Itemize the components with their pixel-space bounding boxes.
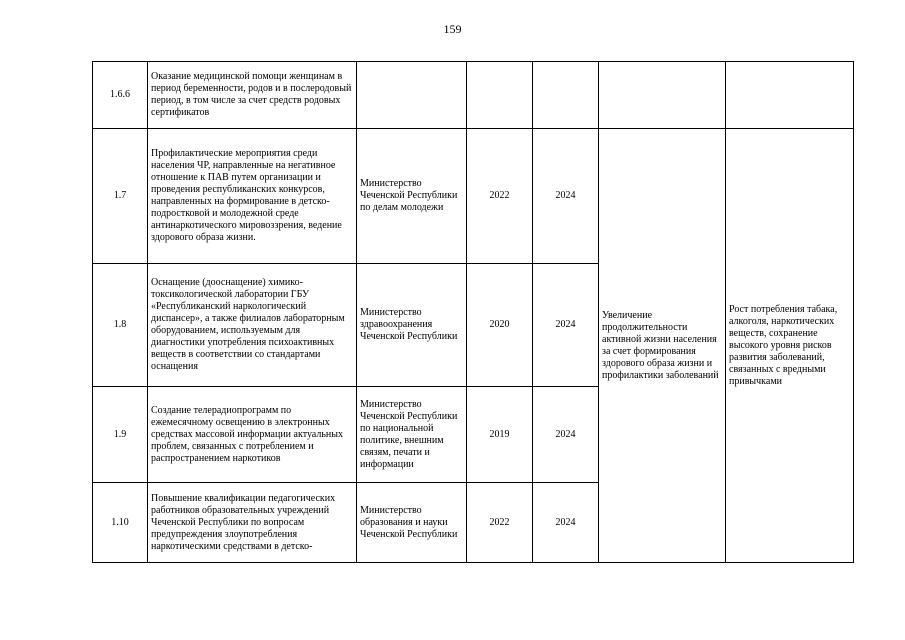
executor-cell (357, 62, 467, 129)
executor-cell: Министерство Чеченской Республики по национальной политике, внешним связям, печати и информации (357, 387, 467, 483)
end-year-cell: 2024 (533, 129, 599, 264)
start-year-cell: 2020 (467, 264, 533, 387)
executor-cell: Министерство здравоохранения Чеченской Республики (357, 264, 467, 387)
row-number: 1.9 (93, 387, 148, 483)
start-year-cell: 2022 (467, 129, 533, 264)
activity-cell: Создание телерадиопрограмм по ежемесячному освещению в электронных средствах массовой информации актуальных проблем, связанных с потреблением и распространением наркотиков (148, 387, 357, 483)
executor-cell: Министерство Чеченской Республики по делам молодежи (357, 129, 467, 264)
table-row (93, 62, 854, 129)
row-number: 1.10 (93, 483, 148, 563)
page-number: 159 (443, 22, 462, 36)
end-year-cell: 2024 (533, 483, 599, 563)
start-year-cell: 2019 (467, 387, 533, 483)
activity-cell: Профилактические мероприятия среди населения ЧР, направленные на негативное отношение к ПАВ путем организации и проведения республиканских конкурсов, направленных на формирование в детско-подростковой и молодежной среде антинаркотического мировоззрения, ведение здорового образа жизни. (148, 129, 357, 264)
start-year-cell: 2022 (467, 483, 533, 563)
program-activities-table (92, 61, 854, 563)
activity-cell: Повышение квалификации педагогических работников образовательных учреждений Чеченской Республики по вопросам предупреждения злоупотребления наркотическими средствами в детско- (148, 483, 357, 563)
consequences-cell-empty (726, 62, 854, 129)
expected-result-cell-empty (599, 62, 726, 129)
end-year-cell (533, 62, 599, 129)
consequences-cell: Рост потребления табака, алкоголя, наркотических веществ, сохранение высокого уровня рисков развития заболеваний, связанных с вредными привычками (726, 129, 854, 563)
table-row (93, 129, 854, 264)
row-number: 1.8 (93, 264, 148, 387)
end-year-cell: 2024 (533, 264, 599, 387)
activity-cell: Оказание медицинской помощи женщинам в период беременности, родов и в послеродовый период, в том числе за счет средств родовых сертификатов (148, 62, 357, 129)
executor-cell: Министерство образования и науки Чеченской Республики (357, 483, 467, 563)
activity-cell: Оснащение (дооснащение) химико-токсикологической лаборатории ГБУ «Республиканский наркологический диспансер», а также филиалов лабораторным оборудованием, используемым для диагностики употребления психоактивных веществ в соответствии со стандартами оснащения (148, 264, 357, 387)
row-number: 1.6.6 (93, 62, 148, 129)
end-year-cell: 2024 (533, 387, 599, 483)
row-number: 1.7 (93, 129, 148, 264)
start-year-cell (467, 62, 533, 129)
expected-result-cell: Увеличение продолжительности активной жизни населения за счет формирования здорового образа жизни и профилактики заболеваний (599, 129, 726, 563)
